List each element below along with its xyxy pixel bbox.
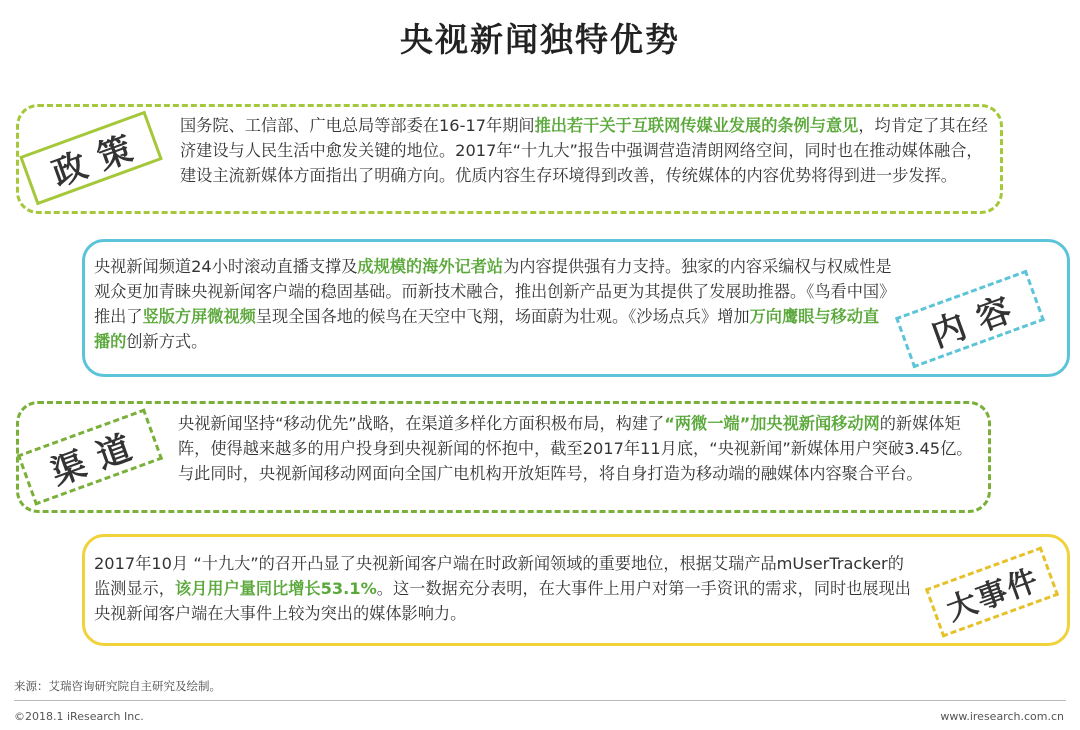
channel-tag: 渠道 — [17, 408, 163, 505]
copyright: ©2018.1 iResearch Inc. — [14, 710, 144, 723]
policy-text-part: ，均肯定了其在经济建设与人民生活中愈发关键的地位。2017年“十九大”报告中强调营造清朗网络空间，同时也在推动媒体融合，建设主流新媒体方面指出了明确方向。优质内容生存环境得到改善，传统媒体的内容优势将得到进一步发挥。 — [180, 116, 988, 185]
content-text — [94, 254, 894, 354]
policy-highlight: 推出若干关于互联网传媒业发展的条例与意见 — [534, 116, 859, 135]
page-title: 央视新闻独特优势 — [400, 20, 680, 59]
content-highlight: 竖版方屏微视频 — [142, 307, 256, 326]
content-highlight: 万向鹰眼与移动直播的 — [94, 307, 880, 351]
content-text-part: 创新方式。 — [126, 332, 208, 351]
policy-text-part: 国务院、工信部、广电总局等部委在16-17年期间 — [180, 116, 535, 135]
channel-highlight: “两微一端”加央视新闻移动网 — [664, 414, 880, 433]
event-tag: 大事件 — [925, 546, 1059, 637]
content-tag: 内容 — [895, 270, 1045, 369]
event-text — [94, 551, 914, 626]
policy-tag: 政策 — [19, 111, 163, 206]
event-text-part: 。这一数据充分表明，在大事件上用户对第一手资讯的需求，同时也展现出央视新闻客户端在大事件上较为突出的媒体影响力。 — [94, 579, 911, 623]
website-link[interactable]: www.iresearch.com.cn — [940, 710, 1064, 723]
content-text-part: 央视新闻频道24小时滚动直播支撑及 — [94, 257, 358, 276]
content-text-part: 呈现全国各地的候鸟在天空中飞翔，场面蔚为壮观。《沙场点兵》增加 — [255, 307, 750, 326]
source-note: 来源：艾瑞咨询研究院自主研究及绘制。 — [14, 679, 221, 693]
footer-divider — [14, 700, 1066, 701]
channel-text-part: 央视新闻坚持“移动优先”战略，在渠道多样化方面积极布局，构建了 — [178, 414, 665, 433]
content-text-part: 为内容提供强有力支持。独家的内容采编权与权威性是观众更加青睐央视新闻客户端的稳固基础。而新技术融合，推出创新产品更为其提供了发展助推器。《鸟看中国》推出了 — [94, 257, 892, 326]
content-highlight: 成规模的海外记者站 — [357, 257, 504, 276]
channel-text-part: 的新媒体矩阵，使得越来越多的用户投身到央视新闻的怀抱中，截至2017年11月底，“央视新闻”新媒体用户突破3.45亿。与此同时，央视新闻移动网面向全国广电机构开放矩阵号，将自身打造为移动端的融媒体内容聚合平台。 — [178, 414, 973, 483]
policy-text — [180, 113, 988, 188]
channel-text — [178, 411, 986, 486]
event-highlight: 该月用户量同比增长53.1% — [174, 579, 377, 598]
event-text-part: 2017年10月 “十九大”的召开凸显了央视新闻客户端在时政新闻领域的重要地位，根据艾瑞产品mUserTracker的监测显示， — [94, 554, 904, 598]
